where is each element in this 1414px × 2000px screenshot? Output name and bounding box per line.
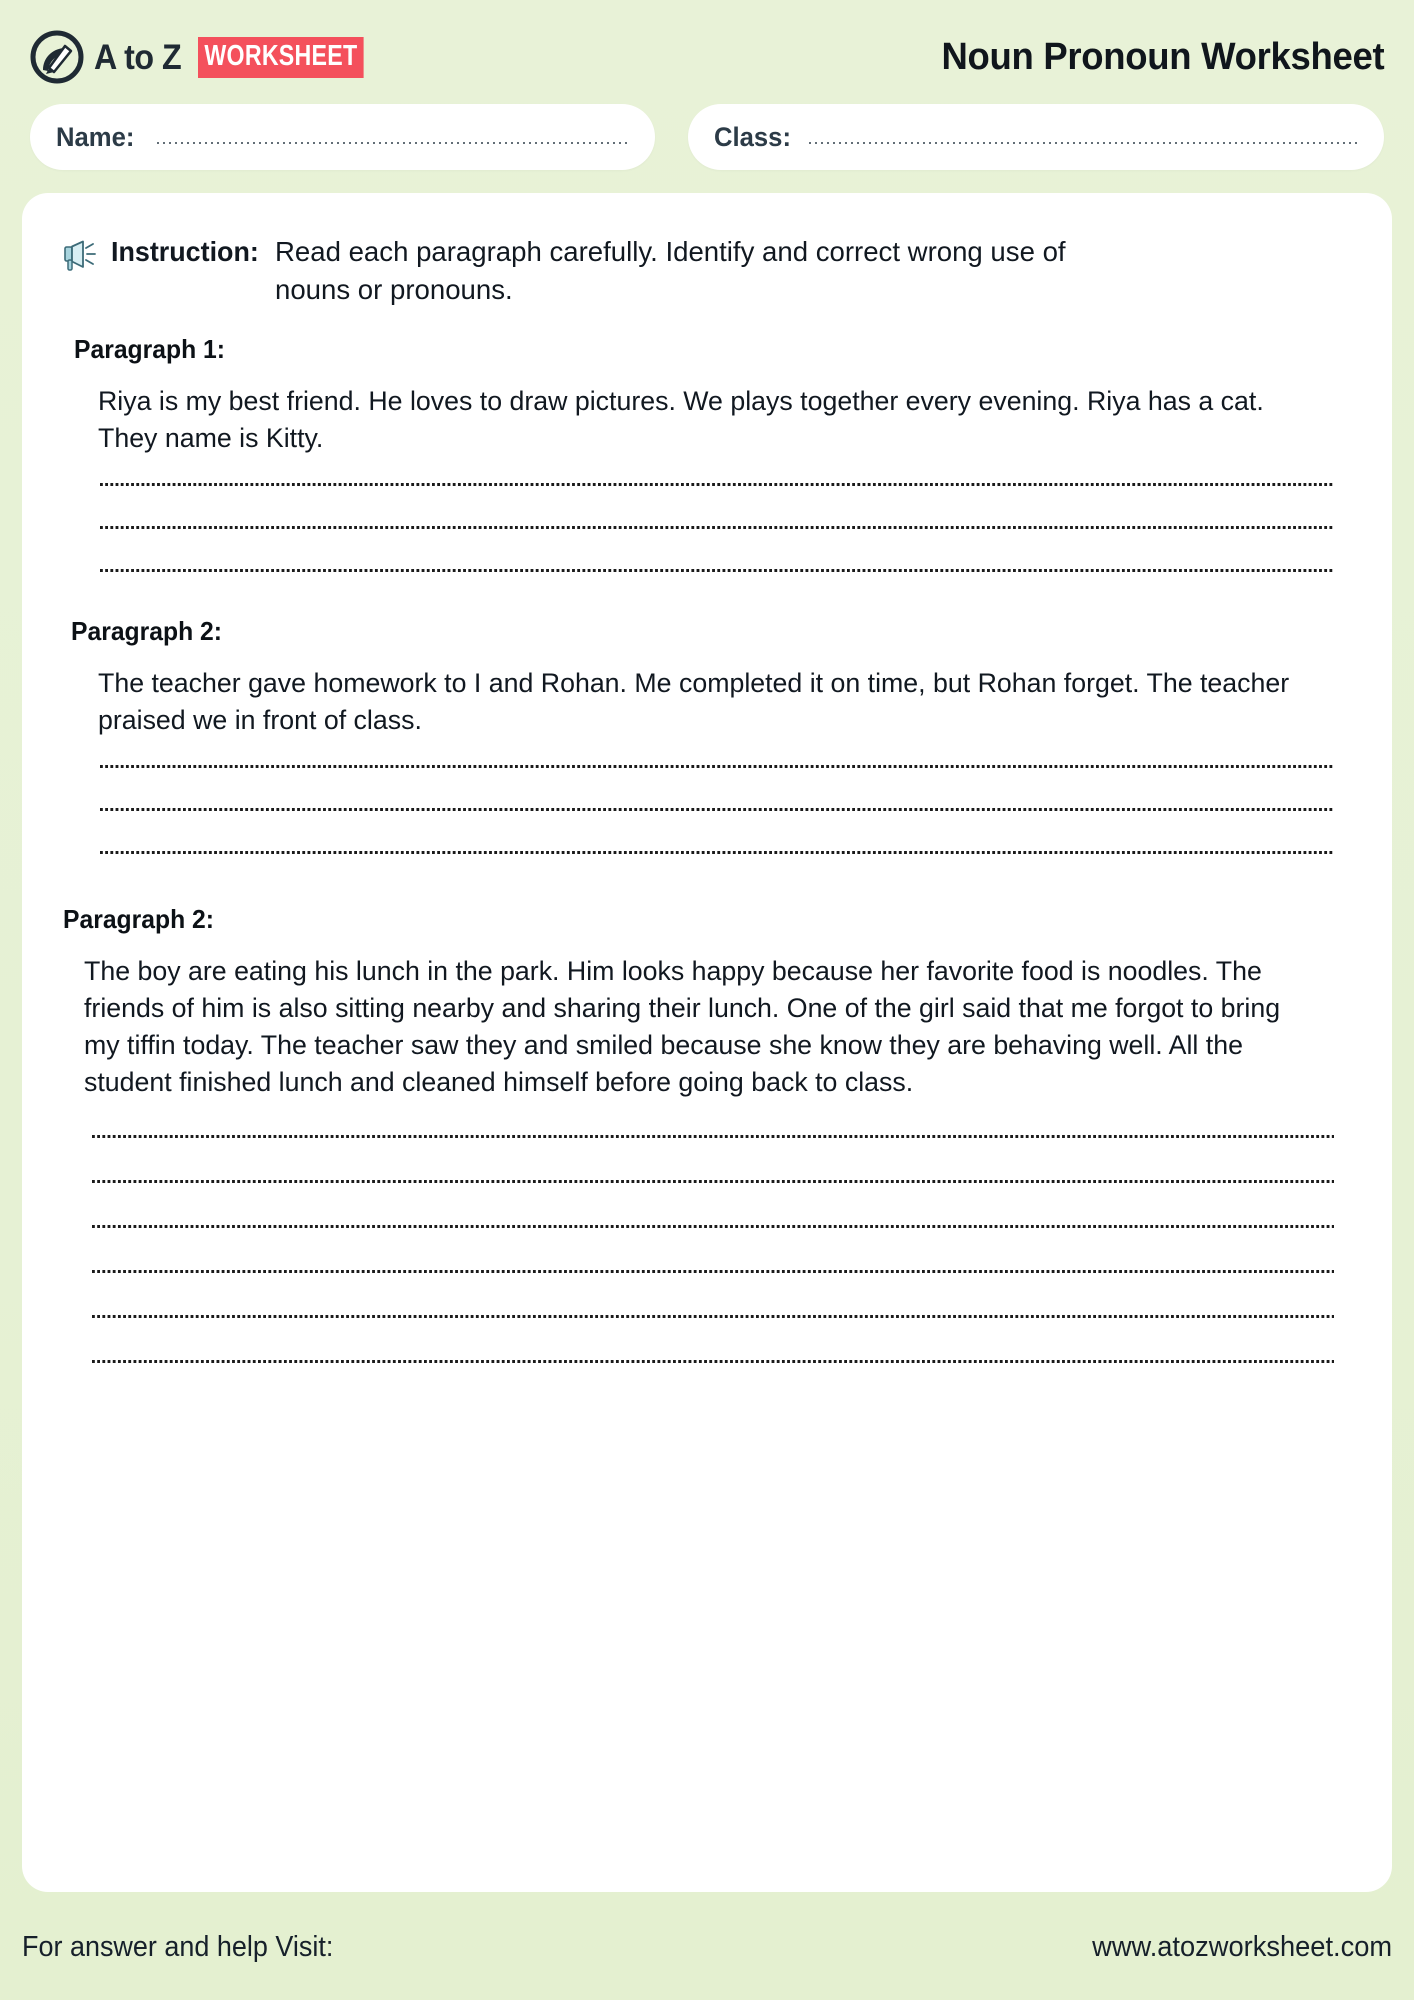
answer-line[interactable] [100, 765, 1334, 768]
paragraph-text: Riya is my best friend. He loves to draw pictures. We plays together every evening. Riya has a cat. They name is Kitty. [98, 386, 1264, 454]
paragraph-heading: Paragraph 1: [74, 334, 226, 365]
worksheet-card [22, 193, 1392, 1892]
paragraph-text: The boy are eating his lunch in the park. Him looks happy because her favorite food is noodles. The friends of him is also sitting nearby and sharing their lunch. One of the girl said that me forgot to bring my tiffin today. The teacher saw they and smiled because she know they are behaving well. All the student finished lunch and cleaned himself before going back to class. [84, 955, 1281, 1097]
instruction-text: Read each paragraph carefully. Identify and correct wrong use of nouns or pronouns. [275, 236, 1066, 305]
instruction-body [111, 233, 1352, 308]
brand-logo [30, 30, 405, 84]
answer-lines-3 [92, 1135, 1334, 1363]
paragraph-text: The teacher gave homework to I and Rohan. Me completed it on time, but Rohan forget. The teacher praised we in front of class. [98, 668, 1290, 735]
footer-help-text: For answer and help Visit: [22, 1930, 334, 1963]
brand-name-primary: A to Z [94, 37, 182, 77]
class-field-writing-line[interactable] [807, 142, 1358, 144]
page-title: Noun Pronoun Worksheet [941, 35, 1384, 78]
brand-wordmark [94, 37, 405, 78]
instruction-block [62, 233, 1352, 308]
paragraph-block-2 [62, 616, 1352, 854]
class-field-label: Class: [714, 121, 791, 152]
instruction-label: Instruction: [111, 236, 259, 267]
answer-line[interactable] [92, 1360, 1334, 1363]
student-fields-row [30, 104, 1384, 170]
page-header [30, 22, 1384, 92]
name-field-writing-line[interactable] [155, 142, 629, 144]
answer-line[interactable] [100, 808, 1334, 811]
name-field[interactable] [30, 104, 655, 170]
paragraph-block-1 [62, 334, 1352, 572]
answer-line[interactable] [100, 526, 1334, 529]
answer-line[interactable] [100, 483, 1334, 486]
answer-lines-1 [100, 483, 1334, 572]
answer-lines-2 [100, 765, 1334, 854]
brand-name-badge: WORKSHEET [198, 37, 364, 78]
pen-in-circle-logo-icon [30, 30, 84, 84]
paragraph-heading: Paragraph 2: [71, 616, 223, 646]
answer-line[interactable] [92, 1135, 1334, 1138]
answer-line[interactable] [100, 851, 1334, 854]
paragraph-block-3 [62, 904, 1352, 1363]
class-field[interactable] [688, 104, 1384, 170]
footer-website-link[interactable]: www.atozworksheet.com [1092, 1930, 1392, 1963]
answer-line[interactable] [100, 569, 1334, 572]
page-footer [22, 1916, 1392, 1978]
answer-line[interactable] [92, 1270, 1334, 1273]
answer-line[interactable] [92, 1180, 1334, 1183]
paragraph-heading: Paragraph 2: [63, 903, 215, 934]
name-field-label: Name: [56, 121, 135, 152]
answer-line[interactable] [92, 1315, 1334, 1318]
answer-line[interactable] [92, 1225, 1334, 1228]
megaphone-icon [62, 239, 100, 273]
